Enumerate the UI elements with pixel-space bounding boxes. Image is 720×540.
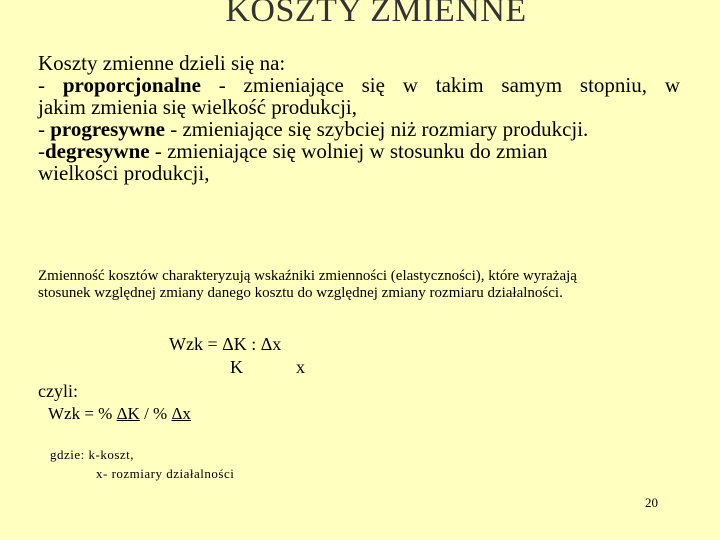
formula-denominator-x: x	[296, 357, 305, 377]
formula-numerator: Wzk = ΔK : Δx	[169, 334, 282, 354]
term-degresywne: degresywne	[45, 139, 150, 163]
term-proporcjonalne: proporcjonalne	[62, 73, 201, 97]
list-item: -degresywne - zmieniające się wolniej w stosunku do zmian	[38, 139, 548, 163]
list-item-continuation: jakim zmienia się wielkość produkcji,	[38, 95, 357, 119]
list-item: - progresywne - zmieniające się szybciej niż rozmiary produkcji.	[38, 117, 589, 141]
slide-title: KOSZTY ZMIENNE	[225, 0, 527, 29]
czyli-label: czyli:	[38, 381, 78, 401]
formula-denominator-k: K	[230, 357, 243, 377]
page-number: 20	[645, 495, 658, 510]
elasticity-paragraph: Zmienność kosztów charakteryzują wskaźniki zmienności (elastyczności), które wyrażają stosunek względnej zmiany danego kosztu do względnej zmiany rozmiaru działalności.	[38, 268, 577, 301]
list-item-continuation: wielkości produkcji,	[38, 161, 210, 185]
intro-text: Koszty zmienne dzieli się na:	[38, 51, 286, 75]
list-item: - proporcjonalne - zmieniające się w takim samym stopniu, w	[38, 73, 680, 97]
cost-types-list	[38, 52, 680, 184]
legend-definitions: gdzie: k-koszt, x- rozmiary działalności	[50, 447, 235, 481]
formula-percent: Wzk = % ΔK / % Δx	[48, 404, 191, 423]
term-progresywne: progresywne	[50, 117, 165, 141]
